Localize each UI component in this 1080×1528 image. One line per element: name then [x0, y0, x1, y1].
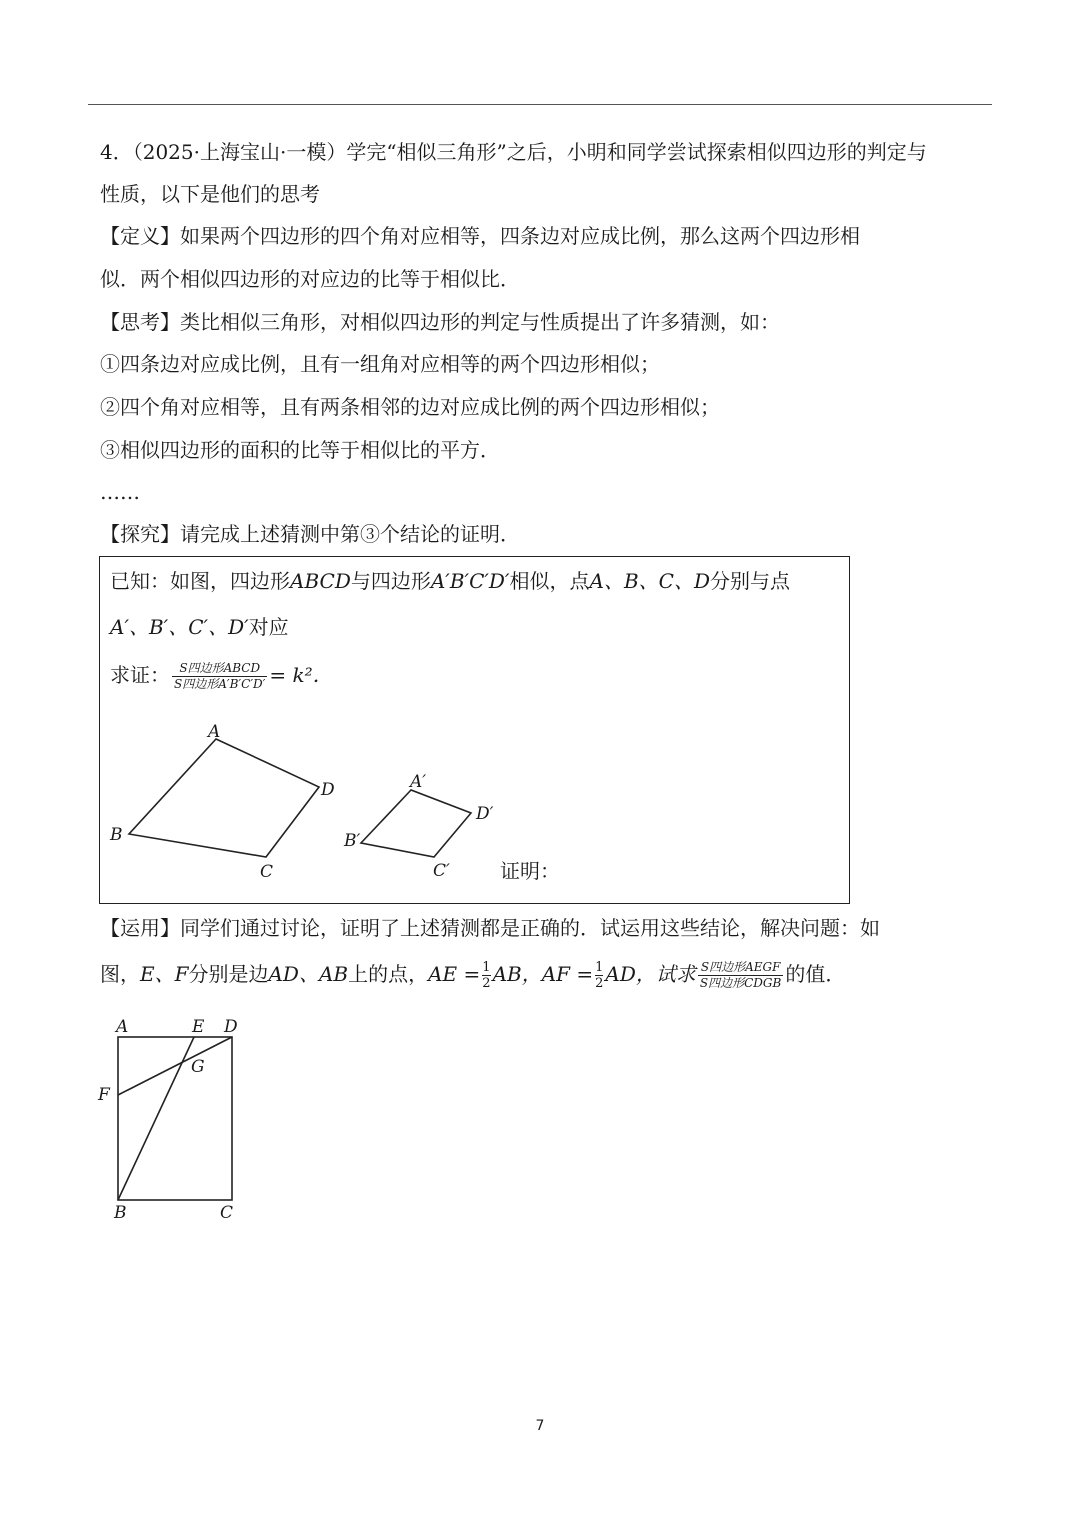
ad-term: AD，试求: [605, 962, 696, 986]
half-numerator: 1: [595, 960, 604, 975]
quad-abcd-prime: A′B′C′D′: [430, 569, 510, 593]
guess-2: ②四个角对应相等，且有两条相邻的边对应成比例的两个四边形相似；: [100, 395, 720, 419]
label-f: F: [98, 1085, 110, 1105]
label-a: A: [208, 722, 221, 742]
label-c: C: [220, 1203, 234, 1223]
label-b: B: [114, 1203, 127, 1223]
page-number: 7: [535, 1418, 545, 1434]
given-text: 对应: [248, 615, 289, 639]
quadrilateral-abcd: [129, 739, 319, 857]
apply-text: 图，: [100, 962, 140, 986]
prove-label: 求证：: [110, 663, 170, 687]
ratio-denominator: S四边形CDGB: [699, 976, 782, 990]
label-b: B: [110, 825, 123, 845]
label-d: D: [224, 1017, 238, 1037]
given-text: 与四边形: [350, 569, 431, 593]
fraction-denominator: S四边形A′B′C′D′: [174, 677, 266, 691]
label-a: A: [116, 1017, 129, 1037]
label-b-prime: B′: [344, 831, 361, 851]
apply-text: 分别是边: [188, 962, 269, 986]
label-c: C: [260, 862, 274, 882]
rectangle-figure: [90, 1010, 260, 1230]
label-c-prime: C′: [433, 861, 450, 881]
given-text: 分别与点: [710, 569, 790, 593]
definition-line-1: 【定义】如果两个四边形的四个角对应相等，四条边对应成比例，那么这两个四边形相: [100, 224, 860, 248]
segment-fd: [118, 1037, 232, 1095]
apply-text: 上的点，: [348, 962, 429, 986]
label-d-prime: D′: [476, 804, 494, 824]
points-prime: A′、B′、C′、D′: [110, 615, 249, 639]
half-numerator: 1: [482, 960, 491, 975]
apply-line-2: [100, 960, 845, 991]
proof-box: [99, 556, 850, 904]
half-fraction: [482, 960, 490, 991]
definition-line-2: 似．两个相似四边形的对应边的比等于相似比．: [100, 267, 520, 291]
half-fraction: [595, 960, 603, 991]
label-g: G: [191, 1057, 205, 1077]
points-abcd: A、B、C、D: [589, 569, 710, 593]
sides-ad-ab: AD、AB: [268, 962, 349, 986]
rectangle-abcd: [118, 1037, 232, 1200]
label-e: E: [192, 1017, 205, 1037]
quad-abcd: ABCD: [290, 569, 351, 593]
quad-ratio-fraction: [698, 960, 783, 991]
prove-rhs: = k²．: [269, 663, 333, 687]
guess-1: ①四条边对应成比例，且有一组角对应相等的两个四边形相似；: [100, 352, 660, 376]
label-d: D: [321, 780, 335, 800]
explore-line: 【探究】请完成上述猜测中第③个结论的证明．: [100, 522, 520, 546]
label-a-prime: A′: [410, 772, 427, 792]
ae-expr: AE =: [428, 962, 481, 986]
problem-line-1: 4．（2025·上海宝山·一模）学完“相似三角形”之后，小明和同学尝试探索相似四边形的判定与: [100, 140, 927, 164]
guess-3: ③相似四边形的面积的比等于相似比的平方．: [100, 438, 500, 462]
apply-text: 的值．: [785, 962, 846, 986]
similar-quadrilaterals-figure: [100, 557, 851, 905]
ab-term: AB，: [492, 962, 542, 986]
half-denominator: 2: [595, 976, 604, 991]
problem-line-2: 性质，以下是他们的思考: [100, 182, 320, 206]
fraction-numerator: S四边形ABCD: [172, 661, 267, 677]
ratio-numerator: S四边形AEGF: [698, 960, 783, 976]
given-text: 已知：如图，四边形: [110, 569, 290, 593]
af-expr: AF =: [541, 962, 594, 986]
think-line: 【思考】类比相似三角形，对相似四边形的判定与性质提出了许多猜测，如：: [100, 310, 780, 334]
header-rule: [88, 104, 992, 105]
quadrilateral-abcd-prime: [361, 790, 471, 857]
points-ef: E、F: [140, 962, 189, 986]
proof-label: 证明：: [500, 859, 560, 883]
given-text: 相似，点: [509, 569, 590, 593]
apply-line-1: 【运用】同学们通过讨论，证明了上述猜测都是正确的．试运用这些结论，解决问题：如: [100, 916, 880, 940]
ellipsis: ……: [100, 480, 140, 504]
half-denominator: 2: [482, 976, 491, 991]
